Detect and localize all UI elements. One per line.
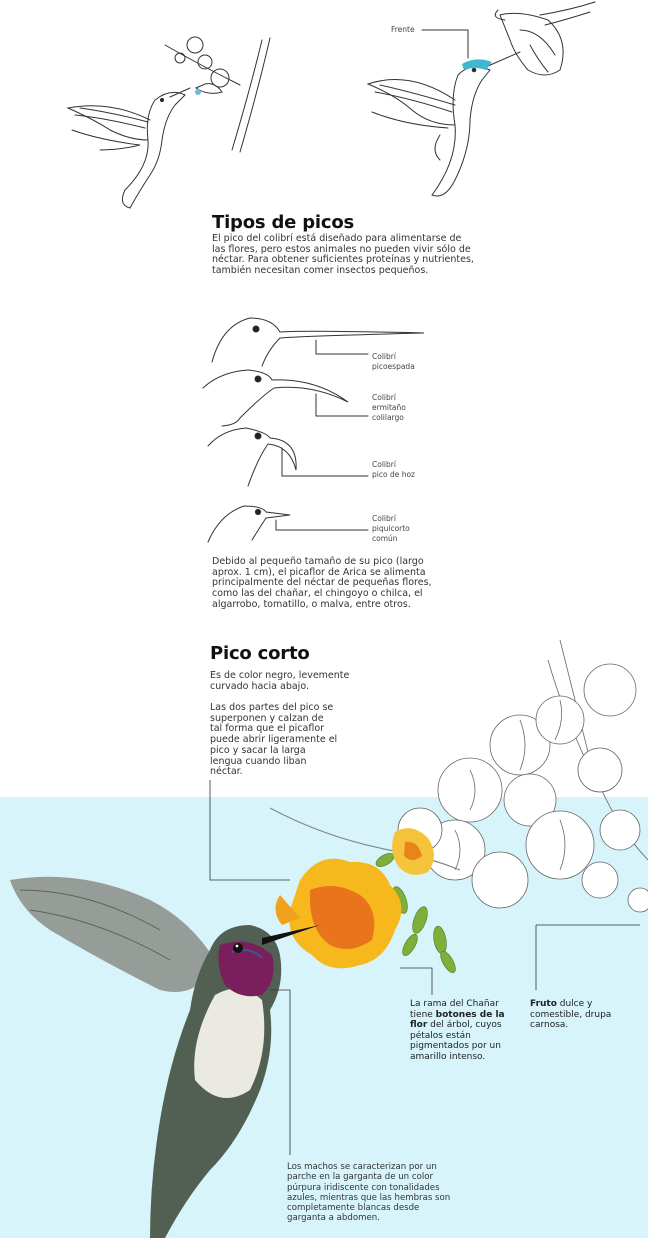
beak-label-pico-de-hoz: Colibrí pico de hoz <box>372 460 415 479</box>
frente-leader-line <box>422 30 468 58</box>
hummingbird-sketch-right <box>368 30 520 196</box>
beaks-note: Debido al pequeño tamaño de su pico (largo aprox. 1 cm), el picaflor de Arica se alimenta principalmente del néctar de pequeñas flores, como las del chañar, el chingoyo o chilca, el algarrobo, tomatillo, o malva, entre otros. <box>212 556 432 610</box>
beak-label-piquicorto: Colibrí piquicorto común <box>372 514 410 543</box>
beak-head-pico-de-hoz <box>208 428 368 486</box>
beaks-title: Tipos de picos <box>212 212 355 233</box>
branch-sketch-left <box>165 37 270 152</box>
hummingbird-illustration <box>10 877 320 1238</box>
annotation-branch: La rama del Chañar tiene botones de la flor del árbol, cuyos pétalos están pigmentados por un amarillo intenso. <box>410 999 505 1062</box>
label-frente: Frente <box>391 25 415 34</box>
beak-label-picoespada: Colibrí picoespada <box>372 352 415 371</box>
forehead-cyan-patch <box>462 59 492 70</box>
short-beak-p2: Las dos partes del pico se superponen y calzan de tal forma que el picaflor puede abrir ligeramente el pico y sacar la larga lengua cuando liban néctar. <box>210 702 338 778</box>
top-sketch-illustration <box>0 0 648 215</box>
annotation-fruit: Fruto dulce y comestible, drupa carnosa. <box>530 999 612 1030</box>
beaks-intro: El pico del colibrí está diseñado para alimentarse de las flores, pero estos animales no pueden vivir sólo de néctar. Para obtener suficientes proteínas y nutrientes, también necesitan comer insectos pequeños. <box>212 233 474 277</box>
beak-types-sketch <box>0 300 648 560</box>
beak-label-ermitano: Colibrí ermitaño colilargo <box>372 393 406 422</box>
annotation-males: Los machos se caracterizan por un parche en la garganta de un color púrpura iridiscente con tonalidades azules, mientras que las hembras son completamente blancas desde garganta a abdomen. <box>287 1162 451 1224</box>
beak-head-piquicorto <box>208 506 368 542</box>
short-beak-title: Pico corto <box>210 643 310 664</box>
chanar-hummingbird-illustration <box>0 638 648 1238</box>
flower-sketch-right <box>495 2 595 75</box>
short-beak-p1: Es de color negro, levemente curvado hacia abajo. <box>210 670 350 692</box>
hummingbird-sketch-left <box>68 88 190 208</box>
beak-head-ermitano <box>203 370 368 426</box>
